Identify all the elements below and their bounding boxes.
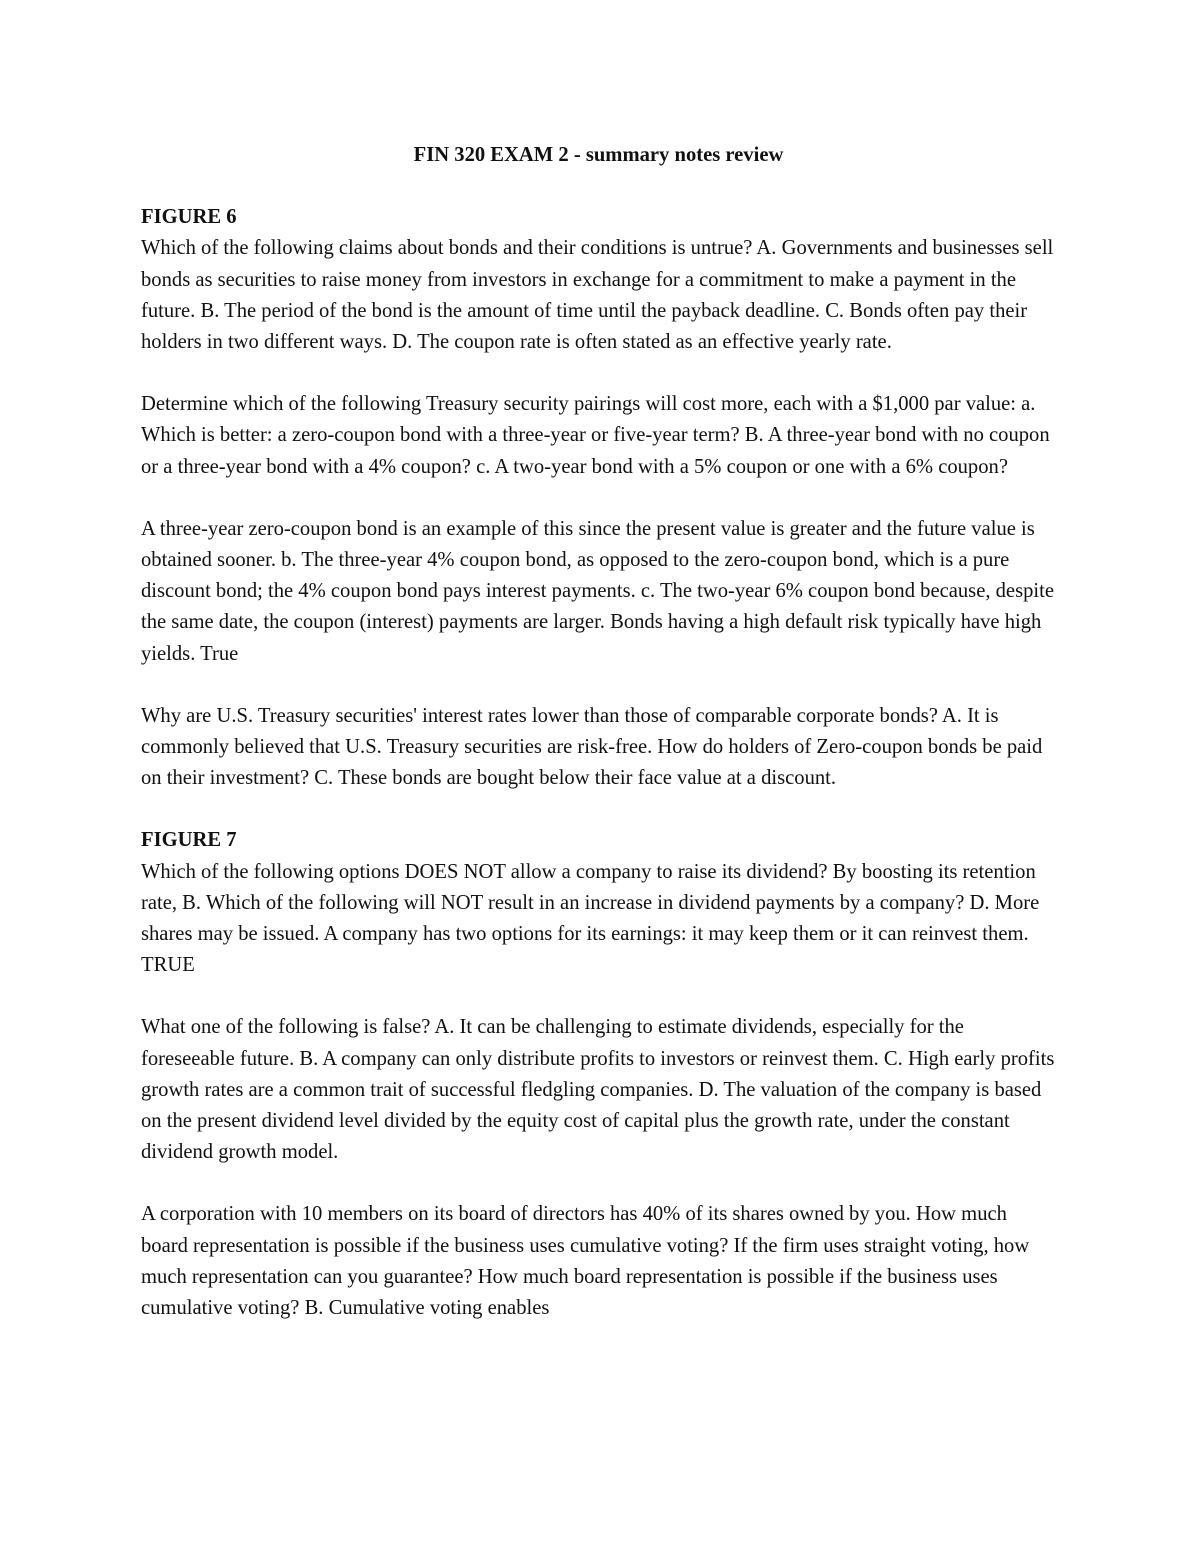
section-heading: FIGURE 6 [141,206,237,229]
section-figure-7 [141,825,1056,1324]
document-title: FIN 320 EXAM 2 - summary notes review [413,144,784,166]
paragraph: Why are U.S. Treasury securities' interest rates lower than those of comparable corporate bonds? A. It is commonly believed that U.S. Treasury securities are risk-free. How do holders of Zero-coupon bonds be paid on their investment? C. These bonds are bought below their face value at a discount. [141,704,1043,790]
paragraph: A corporation with 10 members on its board of directors has 40% of its shares owned by you. How much board representation is possible if the business uses cumulative voting? If the firm uses straight voting, how much representation can you guarantee? How much board representation is possible if the business uses cumulative voting? B. Cumulative voting enables [141,1203,1030,1320]
paragraph: What one of the following is false? A. It can be challenging to estimate dividends, especially for the foreseeable future. B. A company can only distribute profits to investors or reinvest them. C. High early profits growth rates are a common trait of successful fledgling companies. D. The valuation of the company is based on the present dividend level divided by the equity cost of capital plus the growth rate, under the constant dividend growth model. [141,1016,1055,1164]
paragraph: Which of the following options DOES NOT allow a company to raise its dividend? By boosting its retention rate, B. Which of the following will NOT result in an increase in dividend payments by a company? D. More shares may be issued. A company has two options for its earnings: it may keep them or it can reinvest them. TRUE [141,860,1040,977]
paragraph: A three-year zero-coupon bond is an example of this since the present value is greater and the future value is obtained sooner. b. The three-year 4% coupon bond, as opposed to the zero-coupon bond, which is a pure discount bond; the 4% coupon bond pays interest payments. c. The two-year 6% coupon bond because, despite the same date, the coupon (interest) payments are larger. Bonds having a high default risk typically have high yields. True [141,517,1054,665]
paragraph: Determine which of the following Treasury security pairings will cost more, each with a $1,000 par value: a. Which is better: a zero-coupon bond with a three-year or five-year term? B. A three-year bond with no coupon or a three-year bond with a 4% coupon? c. A two-year bond with a 5% coupon or one with a 6% coupon? [141,393,1050,478]
paragraph: Which of the following claims about bonds and their conditions is untrue? A. Governments and businesses sell bonds as securities to raise money from investors in exchange for a commitment to make a payment in the future. B. The period of the bond is the amount of time until the payback deadline. C. Bonds often pay their holders in two different ways. D. The coupon rate is often stated as an effective yearly rate. [141,237,1054,354]
document-page [141,140,1056,1355]
section-figure-6 [141,202,1056,794]
section-heading: FIGURE 7 [141,829,237,852]
